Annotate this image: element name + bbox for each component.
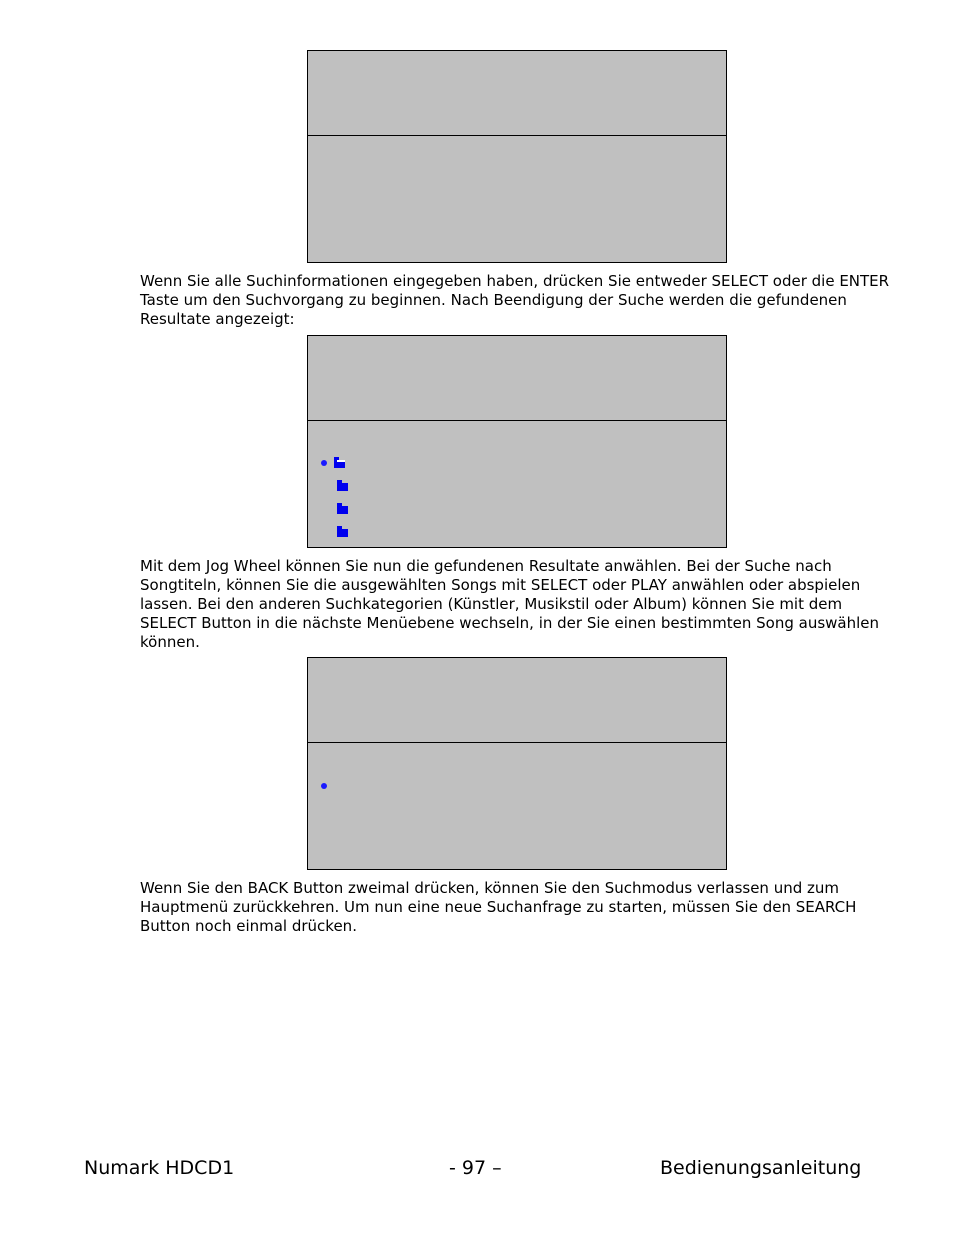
footer-document-title: Bedienungsanleitung — [660, 1157, 862, 1179]
screen-divider — [308, 420, 726, 421]
bullet-icon — [321, 783, 327, 789]
paragraph-jog-wheel: Mit dem Jog Wheel können Sie nun die gefundenen Resultate anwählen. Bei der Suche nach Songtiteln, können Sie die ausgewählten Songs mit SELECT oder PLAY anwählen oder abspielen lassen. Bei den anderen Suchkategorien (Künstler, Musikstil oder Album) können Sie mit dem SELECT Button in die nächste Menüebene wechseln, in der Sie einen bestimmten Song auswählen können. — [140, 557, 880, 651]
paragraph-start-search: Wenn Sie alle Suchinformationen eingegeben haben, drücken Sie entweder SELECT oder die ENTER Taste um den Suchvorgang zu beginnen. Nach Beendigung der Suche werden die gefundenen Resultate angezeigt: — [140, 272, 890, 328]
paragraph-back-button: Wenn Sie den BACK Button zweimal drücken, können Sie den Suchmodus verlassen und zum Hauptmenü zurückkehren. Um nun eine neue Suchanfrage zu starten, müssen Sie den SEARCH Button noch einmal drücken. — [140, 879, 857, 935]
folder-icon — [337, 529, 348, 537]
display-screenshot-search-input — [307, 50, 727, 263]
folder-icon — [334, 460, 345, 468]
bullet-icon — [321, 460, 327, 466]
folder-icon — [337, 506, 348, 514]
footer-product-name: Numark HDCD1 — [84, 1157, 235, 1179]
screen-divider — [308, 742, 726, 743]
display-screenshot-search-results — [307, 335, 727, 548]
screen-divider — [308, 135, 726, 136]
display-screenshot-song-list — [307, 657, 727, 870]
folder-icon — [337, 483, 348, 491]
footer-page-number: - 97 – — [449, 1157, 502, 1179]
